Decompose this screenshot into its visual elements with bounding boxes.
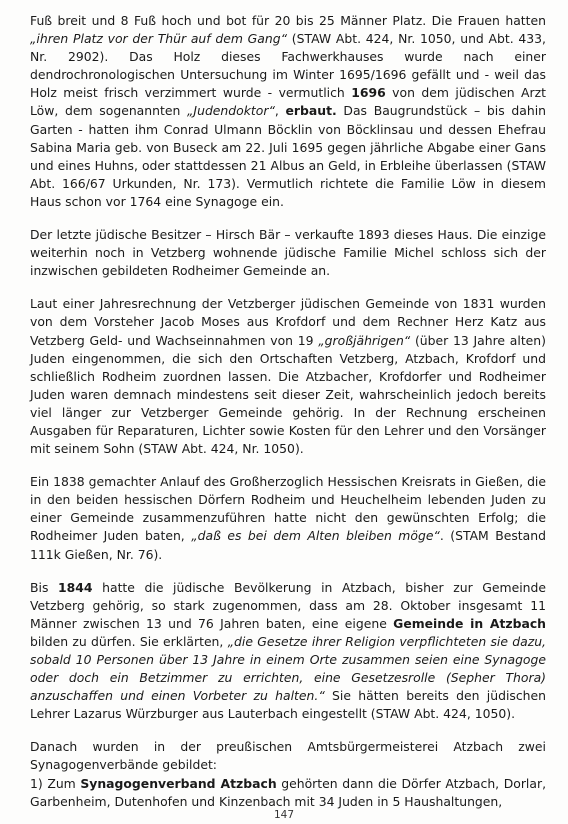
paragraph: [30, 226, 546, 280]
text-run: (STAW Abt. 424, Nr. 1050, und Abt. 433, Nr. 2902). Das Holz dieses Fachwerkhauses wurde nach einer dendrochronologischen Untersuchung im Winter 1695/1696 gefällt und - weil das Holz meist frisch verzimmert wurde - vermutlich: [30, 31, 546, 101]
text-run: von dem jüdischen Arzt Löw, dem sogenannten: [30, 85, 546, 119]
text-run: Das Baugrundstück – bis dahin Garten - hatten ihm Conrad Ulmann Böcklin von Böcklinsau und dessen Ehefrau Sabina Maria geb. von Buseck am 22. Juli 1695 gegen jährliche Abgabe einer Gans und eines Huhns, oder stattdessen 21 Albus an Geld, in Erbleihe überlassen (STAW Abt. 166/67 Urkunden, Nr. 173). Vermutlich richtete die Familie Löw in diesem Haus schon vor 1764 eine Synagoge ein.: [30, 103, 546, 209]
italic-quote: „Judendoktor“: [187, 103, 275, 119]
italic-quote: „ihren Platz vor der Thür auf dem Gang“: [30, 31, 288, 47]
text-run: . (STAM Bestand 111k Gießen, Nr. 76).: [30, 528, 546, 562]
bold-text: 1696: [351, 85, 386, 101]
text-run: 1) Zum: [30, 775, 81, 791]
text-run: (über 13 Jahre alten) Juden eingenommen, die sich den Ortschaften Vetzberg, Atzbach, Krofdorf und schließlich Rodheim zuordnen lassen. Die Atzbacher, Krofdorfer und Rodheimer Juden waren demnach mindestens seit dieser Zeit, wahrscheinlich jedoch bereits viel länger zur Vetzberger Gemeinde gehörig. In der Rechnung erscheinen Ausgaben für Reparaturen, Lichter sowie Kosten für den Lehrer und den Vorsänger mit seinem Sohn (STAW Abt. 424, Nr. 1050).: [30, 332, 546, 457]
text-run: ,: [274, 103, 286, 119]
italic-quote: „daß es bei dem Alten bleiben möge“: [191, 528, 440, 544]
text-run: Ein 1838 gemachter Anlauf des Großherzoglich Hessischen Kreisrats in Gießen, die in den beiden hessischen Dörfern Rodheim und Heuchelheim lebenden Juden zu einer Gemeinde zusammenzuführen hatte nicht den gewünschten Erfolg; die Rodheimer Juden baten,: [30, 474, 546, 544]
text-run: Fuß breit und 8 Fuß hoch und bot für 20 bis 25 Männer Platz. Die Frauen hatten: [30, 13, 546, 28]
italic-quote: „die Gesetze ihrer Religion verpflichteten sie dazu, sobald 10 Personen über 13 Jahre in einem Orte zusammen seien eine Synagoge oder doch ein Betzimmer zu errichten, eine Gesetzesrolle (Sepher Thora) anzuschaffen und einen Vorbeter zu halten.“: [30, 633, 546, 704]
text-run: Bis: [30, 579, 59, 595]
body-text: [30, 12, 546, 811]
text-run: Laut einer Jahresrechnung der Vetzberger jüdischen Gemeinde von 1831 wurden von dem Vorsteher Jacob Moses aus Krofdorf und dem Rechner Herz Katz aus Vetzberg Geld- und Wachseinnahmen von 19: [30, 296, 546, 348]
paragraph: [30, 473, 546, 563]
text-run: Sie hätten bereits den jüdischen Lehrer Lazarus Würzburger aus Lauterbach eingestellt (STAW Abt. 424, 1050).: [30, 688, 546, 722]
text-run: gehörten dann die Dörfer Atzbach, Dorlar, Garbenheim, Dutenhofen und Kinzenbach mit 34 Juden in 5 Haushaltungen,: [30, 775, 547, 809]
text-run: hatte die jüdische Bevölkerung in Atzbach, bisher zur Gemeinde Vetzberg gehörig, so stark zugenommen, dass am 28. Oktober insgesamt 11 Männer zwischen 13 und 76 Jahren baten, eine eigene: [30, 579, 546, 631]
text-run: Danach wurden in der preußischen Amtsbürgermeisterei Atzbach zwei Synagogenverbände gebildet:: [30, 739, 546, 773]
paragraph: [30, 295, 546, 458]
paragraph: [30, 12, 546, 211]
page-number: 147: [273, 809, 295, 821]
text-run: Der letzte jüdische Besitzer – Hirsch Bär – verkaufte 1893 dieses Haus. Die einzige weiterhin noch in Vetzberg wohnende jüdische Familie Michel schloss sich der inzwischen gebildeten Rodheimer Gemeinde an.: [30, 227, 546, 279]
text-run: bilden zu dürfen. Sie erklärten,: [30, 633, 228, 649]
italic-quote: „großjährigen“: [318, 332, 411, 348]
bold-text: 1844: [58, 579, 93, 595]
bold-text: erbaut.: [285, 103, 337, 119]
paragraph: [30, 579, 546, 724]
bold-text: Synagogenverband Atzbach: [80, 775, 277, 791]
paragraph: [30, 738, 546, 774]
bold-text: Gemeinde in Atzbach: [393, 615, 547, 631]
